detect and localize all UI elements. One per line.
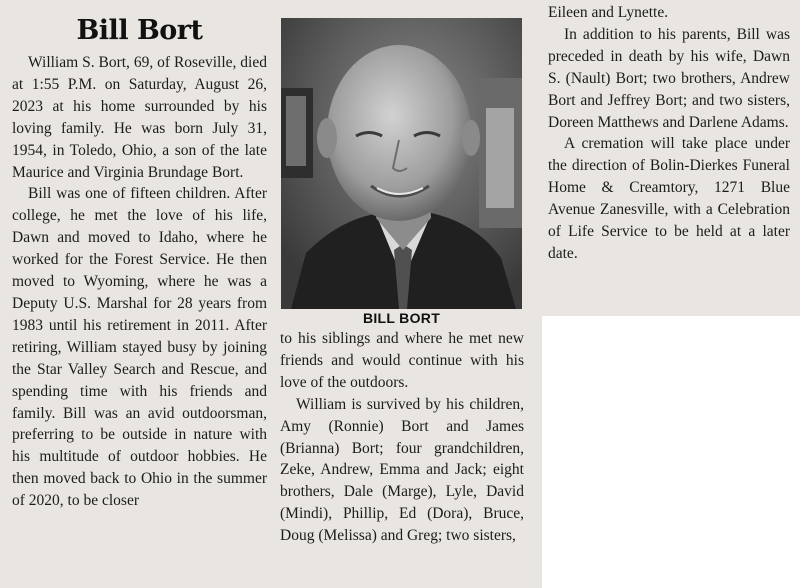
paragraph-service-details: A cremation will take place under the direction of Bolin-Dierkes Funeral Home & Creamtory, 1271 Blue Avenue Zanesville, with a Celebration of Life Service to be held at a later date. xyxy=(548,135,790,262)
obituary-column-1 xyxy=(12,14,267,512)
paragraph-survived-by: William is survived by his children, Amy (Ronnie) Bort and James (Brianna) Bort; four grandchildren, Zeke, Andrew, Emma and Jack; eight brothers, Dale (Marge), Lyle, David (Mindi), Phillip, Ed (Dora), Bruce, Doug (Melissa) and Greg; two sisters, xyxy=(280,395,524,545)
portrait-photo xyxy=(281,18,522,309)
paragraph-life-story: Bill was one of fifteen children. After college, he met the love of his life, Dawn and moved to Idaho, where he worked for the Forest Service. He then moved to Wyoming, where he was a Deputy U.S. Marshal for 28 years from 1983 until his retirement in 2011. After retiring, William stayed busy by joining the Star Valley Search and Rescue, and spending time with his friends and family. Bill was an avid outdoorsman, preferring to be outside in nature with his multitude of outdoor hobbies. He then moved back to Ohio in the summer of 2020, to be closer xyxy=(12,185,267,510)
blank-margin xyxy=(542,316,800,588)
obituary-headline: Bill Bort xyxy=(76,15,203,46)
paragraph-life-story-continued: to his siblings and where he met new friends and would continue with his love of the outdoors. xyxy=(280,330,524,391)
paragraph-survived-by-continued: Eileen and Lynette. xyxy=(548,4,669,21)
portrait-image xyxy=(281,18,522,309)
paragraph-preceded-in-death: In addition to his parents, Bill was preceded in death by his wife, Dawn S. (Nault) Bort; two brothers, Andrew Bort and Jeffrey Bort; and two sisters, Doreen Matthews and Darlene Adams. xyxy=(548,25,790,131)
photo-caption: BILL BORT xyxy=(362,310,441,326)
obituary-column-3 xyxy=(548,2,790,265)
obituary-column-2 xyxy=(280,328,524,547)
paragraph-death-details: William S. Bort, 69, of Roseville, died at 1:55 P.M. on Saturday, August 26, 2023 at his home surrounded by his loving family. He was born July 31, 1954, in Toledo, Ohio, a son of the late Maurice and Virginia Brundage Bort. xyxy=(12,54,267,181)
